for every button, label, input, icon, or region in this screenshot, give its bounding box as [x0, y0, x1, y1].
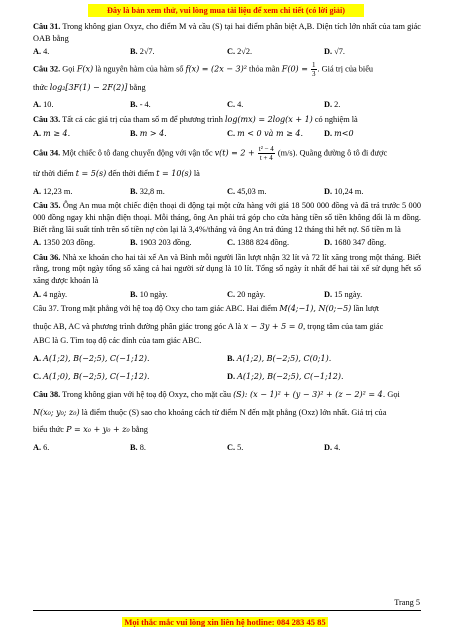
- question-37: Câu 37. Trong mặt phẳng với hệ toạ độ Oxy cho tam giác ABC. Hai điểm M(4;−1), N(0;−5) lần lượt: [33, 304, 380, 314]
- option-b: B. 2√7.: [130, 47, 155, 57]
- question-number: Câu 36.: [33, 252, 61, 262]
- options-32: [33, 99, 421, 111]
- option-c: C. A(1;0), B(−2;5), C(−1;12).: [33, 372, 150, 382]
- options-36: [33, 289, 421, 301]
- math-expression: t = 10(s): [156, 169, 192, 179]
- question-number: Câu 33.: [33, 114, 61, 124]
- math-expression: P = x₀ + y₀ + z₀: [66, 425, 130, 435]
- math-expression: v(t) = 2 +: [214, 148, 255, 158]
- option-a: A. 4 ngày.: [33, 289, 68, 299]
- question-list: [33, 21, 421, 456]
- option-d: D. 4.: [324, 442, 341, 452]
- question-35: [33, 200, 421, 235]
- question-36: [33, 252, 421, 287]
- options-33: [33, 128, 421, 140]
- option-d: D. 2.: [324, 100, 341, 110]
- math-expression: M(4;−1), N(0;−5): [279, 304, 352, 314]
- options-37-row2: [33, 371, 421, 383]
- fraction: $\frac{\text{t² − 4}}{t + 4}$: [258, 145, 274, 163]
- options-38: [33, 442, 421, 454]
- options-37: [33, 353, 421, 365]
- hotline-footer: [0, 617, 450, 627]
- question-33: Câu 33. Tất cả các giá trị của tham số m để phương trình log(mx) = 2log(x + 1) có nghiệm là: [33, 114, 358, 124]
- page-number: Trang 5: [394, 598, 420, 607]
- math-expression: F(0) =: [281, 64, 308, 74]
- math-expression: f(x) = (2x − 3)²: [185, 64, 247, 74]
- question-37-line2: thuộc AB, AC và phương trình đường phân giác trong góc A là x − 3y + 5 = 0, trọng tâm của tam giác: [33, 321, 384, 331]
- fraction: $\frac{1}{3}$: [312, 60, 316, 78]
- question-37-line3: ABC là G. Tìm toạ độ các đỉnh của tam giác ABC.: [33, 336, 202, 346]
- option-a: A. 10.: [33, 100, 54, 110]
- option-b: B. 32,8 m.: [130, 186, 165, 196]
- question-31: [33, 21, 421, 44]
- question-34: Câu 34. Một chiếc ô tô đang chuyển động với vận tốc v(t) = 2 + $\frac{\text{t² − 4}}{t + 4}$ (m/s). Quãng đường ô tô đi được: [33, 145, 388, 163]
- math-expression: F(x): [76, 64, 94, 74]
- option-c: C. 1388 824 đồng.: [227, 238, 290, 248]
- question-number: Câu 32.: [33, 64, 61, 74]
- question-text: Trong không gian Oxyz, cho điểm M và cầu (S) tại hai điểm phân biệt A,B. Diện tích lớn nhất của tam giác OAB bằng: [33, 22, 421, 43]
- question-number: Câu 37.: [33, 304, 59, 314]
- hotline-text: Mọi thắc mắc vui lòng xin liên hệ hotline: 084 283 45 85: [124, 617, 326, 627]
- options-31: [33, 46, 421, 58]
- option-a: A. 6.: [33, 442, 50, 452]
- options-35: [33, 237, 421, 249]
- option-a: A. A(1;2), B(−2;5), C(−1;12).: [33, 353, 150, 363]
- question-38-line3: biểu thức P = x₀ + y₀ + z₀ bằng: [33, 425, 148, 435]
- footer-divider: [33, 610, 421, 611]
- math-expression: (S): (x − 1)² + (y − 3)² + (z − 2)² = 4.: [233, 390, 386, 400]
- options-34: [33, 186, 421, 198]
- option-c: C. 4.: [227, 100, 244, 110]
- question-32: Câu 32. Gọi F(x) là nguyên hàm của hàm số f(x) = (2x − 3)² thỏa mãn F(0) = $\frac{1}{3}$ . Giá trị của biểu: [33, 60, 374, 78]
- math-expression: log(mx) = 2log(x + 1): [224, 114, 313, 124]
- option-b: B. - 4.: [130, 100, 151, 110]
- option-d: D. 1680 347 đồng.: [324, 238, 387, 248]
- option-b: B. 10 ngày.: [130, 289, 168, 299]
- question-38-line2: N(x₀; y₀; z₀) là điểm thuộc (S) sao cho khoảng cách từ điểm N đến mặt phẳng (Oxz) lớn nhất. Giá trị của: [33, 407, 387, 417]
- math-expression: N(x₀; y₀; z₀): [33, 407, 80, 417]
- option-c: C. 2√2.: [227, 47, 253, 57]
- question-number: Câu 35.: [33, 201, 61, 211]
- option-a: A. 1350 203 đồng.: [33, 238, 96, 248]
- question-38: Câu 38. Trong không gian với hệ toạ độ Oxyz, cho mặt cầu (S): (x − 1)² + (y − 3)² + (z − 2)² = 4. Gọi: [33, 390, 400, 400]
- question-number: Câu 38.: [33, 390, 61, 400]
- option-d: D. 10,24 m.: [324, 186, 364, 196]
- question-32-line2: thức log₂[3F(1) − 2F(2)] bằng: [33, 82, 146, 92]
- preview-banner: Đây là bản xem thử, vui lòng mua tài liệu để xem chi tiết (có lời giải): [88, 4, 364, 17]
- math-expression: t = 5(s): [75, 169, 107, 179]
- option-c: C. m < 0 và m ≥ 4.: [227, 128, 304, 138]
- option-b: B. m > 4.: [130, 128, 167, 138]
- option-b: B. A(1;2), B(−2;5), C(0;1).: [227, 353, 332, 363]
- option-d: D. √7.: [324, 47, 345, 57]
- option-b: B. 1903 203 đồng.: [130, 238, 192, 248]
- math-expression: x − 3y + 5 = 0: [243, 321, 304, 331]
- question-34-line2: từ thời điểm t = 5(s) đến thời điểm t = 10(s) là: [33, 169, 200, 179]
- option-d: D. 15 ngày.: [324, 289, 363, 299]
- option-c: C. 20 ngày.: [227, 289, 266, 299]
- question-text: Ông An mua một chiếc điện thoại di động tại một cửa hàng với giá 18 500 000 đồng và đã trả trước 5 000 000 đồng ngay khi nhận điện thoại. Mỗi tháng, ông An phải trả góp cho cửa hàng tiền số tiền không đổi là m đồng. Biết rằng lãi suất tính trên số tiền nợ còn lại là 3,4%/tháng và ông An trả đúng 12 tháng thì hết nợ. Số tiền m là: [33, 201, 421, 234]
- math-expression: log₂[3F(1) − 2F(2)]: [49, 82, 128, 92]
- option-a: A. m ≥ 4.: [33, 128, 71, 138]
- question-number: Câu 34.: [33, 148, 61, 158]
- option-c: C. 5.: [227, 442, 244, 452]
- question-text: Nhà xe khoán cho hai tài xế An và Bình mỗi người lần lượt nhận 32 lít và 72 lít xăng trong một tháng. Biết rằng, trong một ngày tổng số xăng cả hai người sử dụng là 10 lít. Tổng số ngày ít nhất để hai tài xế sử dụng hết số xăng được khoán là: [33, 252, 422, 285]
- option-a: A. 4.: [33, 47, 50, 57]
- option-d: D. A(1;2), B(−2;5), C(−1;12).: [227, 372, 344, 382]
- question-number: Câu 31.: [33, 22, 61, 31]
- option-a: A. 12,23 m.: [33, 186, 73, 196]
- option-b: B. 8.: [130, 442, 146, 452]
- option-d: D. m<0: [324, 128, 354, 138]
- option-c: C. 45,03 m.: [227, 186, 267, 196]
